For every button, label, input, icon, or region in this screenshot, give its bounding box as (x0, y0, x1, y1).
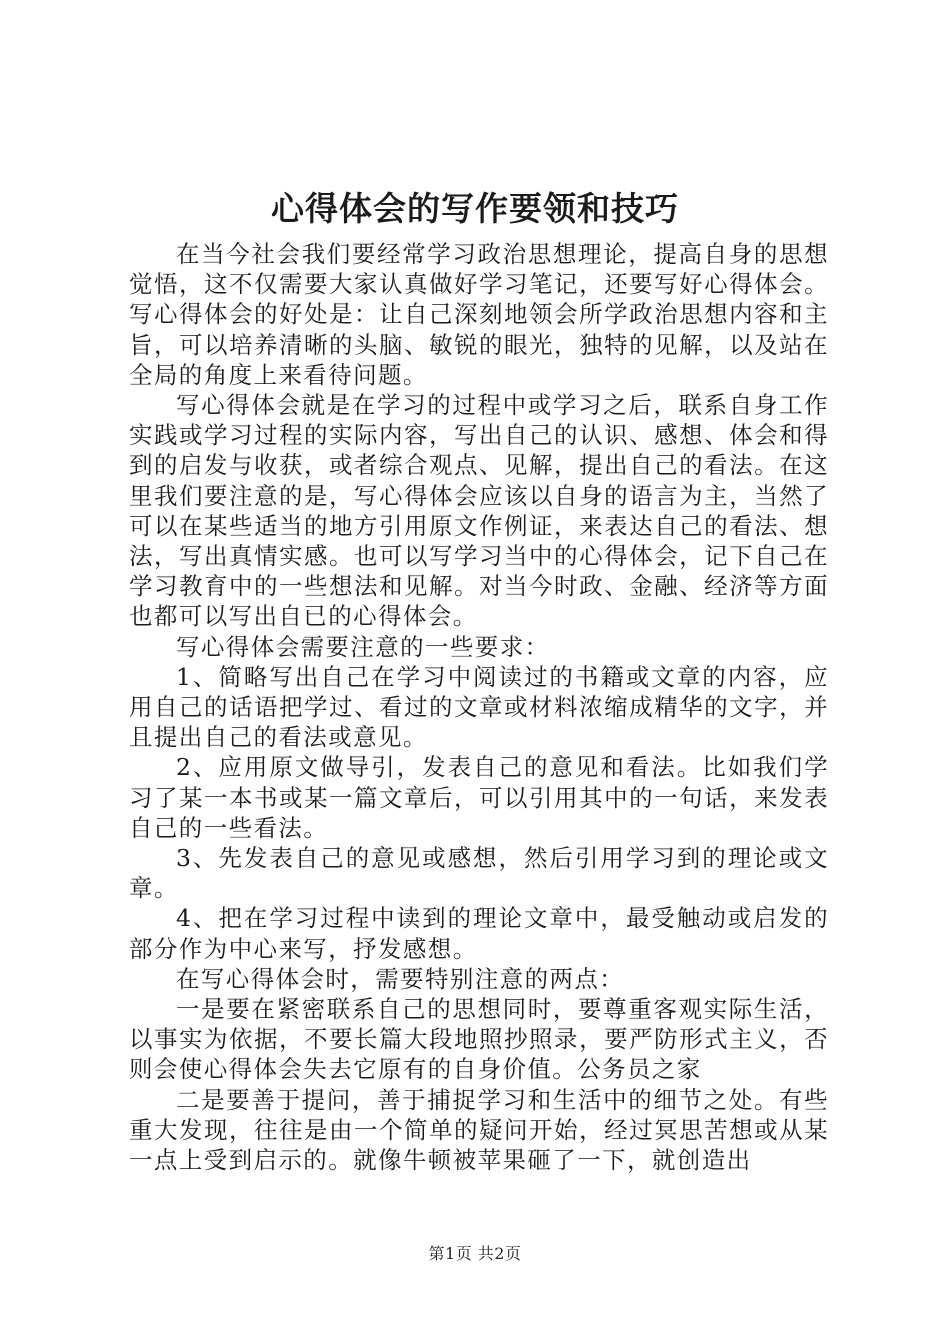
paragraph-requirement-4: 4、把在学习过程中读到的理论文章中，最受触动或启发的部分作为中心来写，抒发感想。 (129, 904, 829, 963)
paragraph-requirement-2: 2、应用原文做导引，发表自己的意见和看法。比如我们学习了某一本书或某一篇文章后，可以引用其中的一句话，来发表自己的一些看法。 (129, 753, 829, 842)
paragraph-note-1: 一是要在紧密联系自己的思想同时，要尊重客观实际生活，以事实为依据，不要长篇大段地照抄照录，要严防形式主义，否则会使心得体会失去它原有的自身价值。公务员之家 (129, 995, 829, 1084)
document-body (129, 239, 829, 1175)
page-number-footer: 第1页 共2页 (428, 1244, 522, 1263)
paragraph-intro: 在当今社会我们要经常学习政治思想理论，提高自身的思想觉悟，这不仅需要大家认真做好学习笔记，还要写好心得体会。写心得体会的好处是：让自己深刻地领会所学政治思想内容和主旨，可以培养清晰的头脑、敏锐的眼光，独特的见解，以及站在全局的角度上来看待问题。 (129, 240, 829, 389)
document-title: 心得体会的写作要领和技巧 (271, 189, 679, 228)
paragraph-requirement-1: 1、简略写出自己在学习中阅读过的书籍或文章的内容，应用自己的话语把学过、看过的文章或材料浓缩成精华的文字，并且提出自己的看法或意见。 (129, 662, 829, 752)
paragraph-notes-heading: 在写心得体会时，需要特别注意的两点： (176, 964, 625, 993)
paragraph-requirements-heading: 写心得体会需要注意的一些要求： (176, 632, 550, 661)
paragraph-note-2: 二是要善于提问，善于捕捉学习和生活中的细节之处。有些重大发现，往往是由一个简单的疑问开始，经过冥思苦想或从某一点上受到启示的。就像牛顿被苹果砸了一下，就创造出 (129, 1085, 829, 1175)
paragraph-definition: 写心得体会就是在学习的过程中或学习之后，联系自身工作实践或学习过程的实际内容，写出自己的认识、感想、体会和得到的启发与收获，或者综合观点、见解，提出自己的看法。在这里我们要注意的是，写心得体会应该以自身的语言为主，当然了可以在某些适当的地方引用原文作例证，来表达自己的看法、想法，写出真情实感。也可以写学习当中的心得体会，记下自己在学习教育中的一些想法和见解。对当今时政、金融、经济等方面也都可以写出自已的心得体会。 (129, 391, 829, 631)
paragraph-requirement-3: 3、先发表自己的意见或感想，然后引用学习到的理论或文章。 (129, 844, 829, 903)
